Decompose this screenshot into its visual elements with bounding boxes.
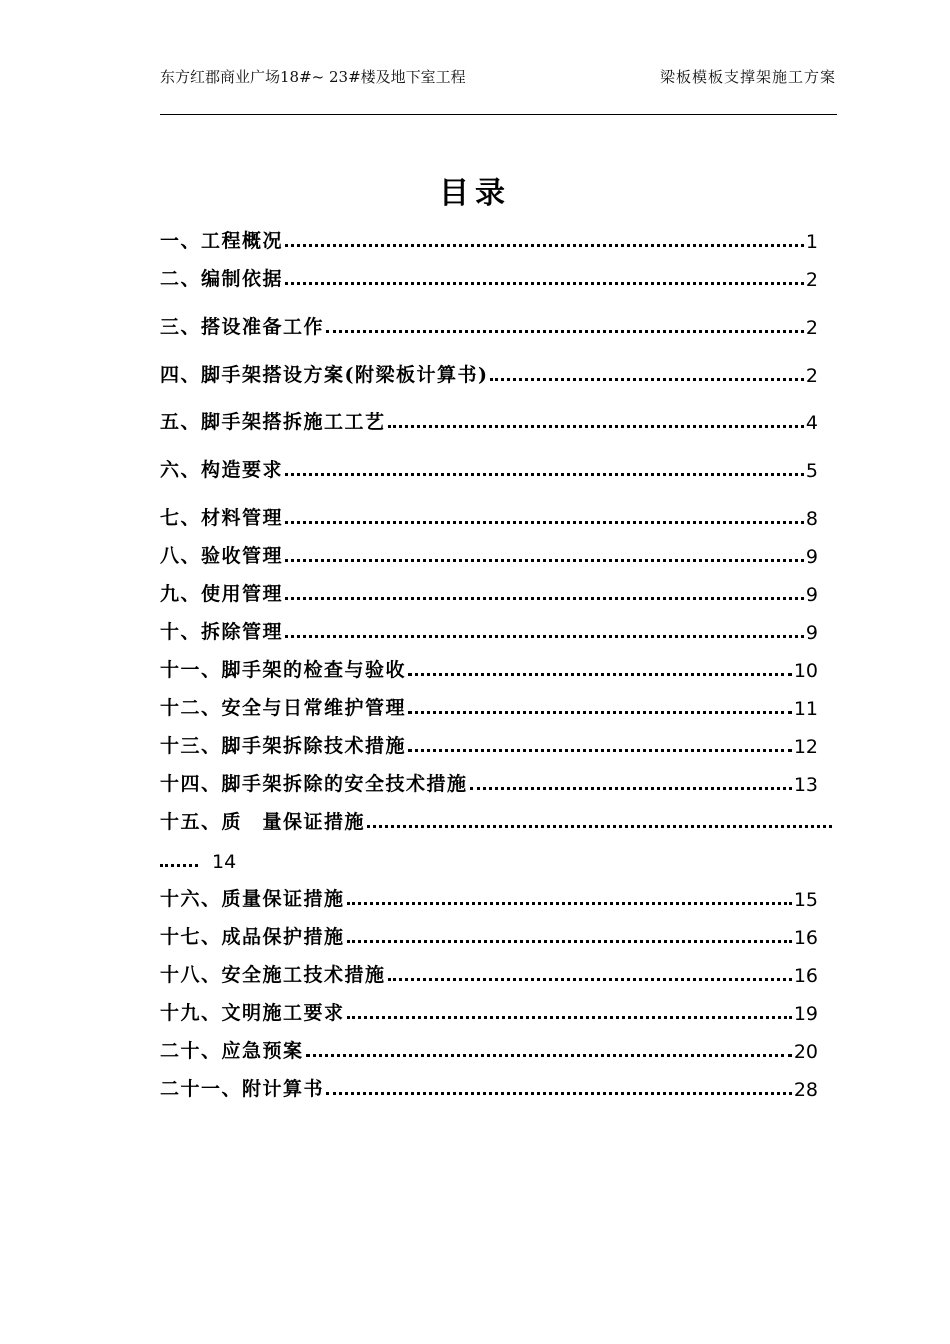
toc-leader-dots: [388, 978, 792, 981]
toc-entry-label: 十八、安全施工技术措施: [160, 964, 386, 986]
toc-entry[interactable]: [160, 732, 818, 758]
toc-entry-label: 一、工程概况: [160, 230, 284, 252]
toc-entry[interactable]: [160, 456, 818, 482]
toc-entry-page: 2: [805, 365, 818, 387]
toc-leader-dots: [347, 1016, 792, 1019]
toc-leader-dots: [347, 902, 792, 905]
toc-entry-label: 十三、脚手架拆除技术措施: [160, 735, 407, 757]
toc-leader-dots: [306, 1054, 792, 1057]
toc-entry[interactable]: [160, 694, 818, 720]
toc-entry-page: 16: [793, 965, 818, 987]
toc-entry[interactable]: [160, 999, 818, 1025]
toc-entry-page: 2: [805, 269, 818, 291]
toc-leader-dots: [285, 559, 804, 562]
toc-entry[interactable]: [160, 1037, 818, 1063]
toc-leader-dots: [326, 1092, 792, 1095]
toc-entry-page: 13: [793, 774, 818, 796]
page-header: [160, 66, 836, 90]
toc-entry[interactable]: [160, 227, 818, 253]
toc-leader-dots: [160, 864, 198, 867]
toc-entry-label: 十、拆除管理: [160, 621, 284, 643]
toc-leader-dots: [285, 521, 804, 524]
toc-entry[interactable]: [160, 961, 818, 987]
toc-entry[interactable]: [160, 885, 818, 911]
toc-entry[interactable]: [160, 504, 818, 530]
toc-entry-page: 5: [805, 460, 818, 482]
toc-entry-label: 二、编制依据: [160, 268, 284, 290]
toc-entry-label: 十六、质量保证措施: [160, 888, 345, 910]
toc-entry-label: 十五、质 量保证措施: [160, 811, 366, 833]
toc-entry-page: 8: [805, 508, 818, 530]
toc-leader-dots: [490, 378, 803, 381]
toc-entry-label: 八、验收管理: [160, 545, 284, 567]
toc-entry-page: 12: [793, 736, 818, 758]
toc-entry[interactable]: [160, 265, 818, 291]
toc-entry-label: 十二、安全与日常维护管理: [160, 697, 407, 719]
header-project-name: 东方红郡商业广场18#~ 23#楼及地下室工程: [160, 68, 466, 86]
toc-entry[interactable]: [160, 923, 818, 949]
header-document-name: 梁板模板支撑架施工方案: [659, 68, 836, 86]
toc-leader-dots: [285, 635, 804, 638]
toc-leader-dots: [470, 787, 792, 790]
toc-leader-dots: [347, 940, 792, 943]
toc-entry-label: 三、搭设准备工作: [160, 316, 325, 338]
toc-entry-page: 1: [805, 231, 818, 253]
toc-leader-dots: [285, 597, 804, 600]
toc-entry[interactable]: [160, 656, 818, 682]
toc-entry-page: 19: [793, 1003, 818, 1025]
toc-entry-label: 十七、成品保护措施: [160, 926, 345, 948]
toc-entry-label: 十一、脚手架的检查与验收: [160, 659, 407, 681]
toc-entry-label: 十四、脚手架拆除的安全技术措施: [160, 773, 468, 795]
toc-entry-page: 4: [805, 412, 818, 434]
page-title: 目录: [439, 176, 511, 211]
toc-entry-label: 十九、文明施工要求: [160, 1002, 345, 1024]
toc-entry[interactable]: [160, 408, 818, 434]
toc-entry-page: 9: [805, 546, 818, 568]
toc-entry[interactable]: [160, 808, 832, 834]
toc-leader-dots: [388, 425, 804, 428]
toc-entry-label: 二十、应急预案: [160, 1040, 304, 1062]
toc-entry-label: 四、脚手架搭设方案(附梁板计算书): [160, 364, 489, 386]
toc-leader-dots: [285, 473, 804, 476]
toc-entry[interactable]: [160, 1075, 818, 1101]
toc-entry[interactable]: [160, 580, 818, 606]
toc-entry-page: 20: [793, 1041, 818, 1063]
toc-entry-page: 28: [793, 1079, 818, 1101]
toc-entry-page: 9: [805, 584, 818, 606]
toc-entry-label: 二十一、附计算书: [160, 1078, 325, 1100]
toc-entry[interactable]: [160, 313, 818, 339]
toc-entry[interactable]: [160, 618, 818, 644]
toc-entry-page: 10: [793, 660, 818, 682]
toc-entry-label: 九、使用管理: [160, 583, 284, 605]
toc-entry-label: 六、构造要求: [160, 459, 284, 481]
toc-entry[interactable]: [160, 361, 818, 387]
toc-entry-label: 七、材料管理: [160, 507, 284, 529]
toc-leader-dots: [408, 673, 792, 676]
toc-entry[interactable]: [160, 542, 818, 568]
header-divider: [160, 114, 837, 115]
toc-entry-page: 2: [805, 317, 818, 339]
toc-entry-page: 14: [212, 851, 237, 873]
toc-entry-page: 11: [793, 698, 818, 720]
toc-leader-dots: [408, 749, 792, 752]
toc-leader-dots: [285, 282, 804, 285]
toc-entry[interactable]: [160, 770, 818, 796]
toc-entry-page: 9: [805, 622, 818, 644]
toc-leader-dots: [326, 330, 804, 333]
toc-entry-page: 15: [793, 889, 818, 911]
toc-entry-continuation[interactable]: [160, 847, 236, 873]
toc-entry-label: 五、脚手架搭拆施工工艺: [160, 411, 386, 433]
toc-leader-dots: [408, 711, 792, 714]
toc-leader-dots: [285, 244, 804, 247]
toc-entry-page: 16: [793, 927, 818, 949]
toc-leader-dots: [367, 825, 832, 828]
